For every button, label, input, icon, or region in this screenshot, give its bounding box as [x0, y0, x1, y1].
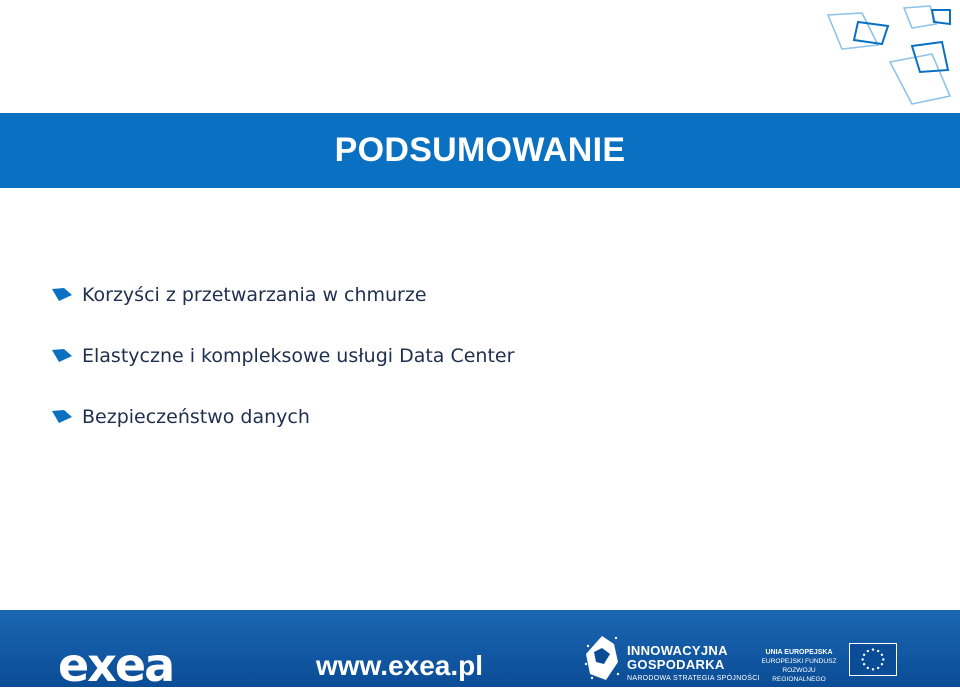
eu-fund-label: EUROPEJSKI FUNDUSZ [761, 658, 837, 665]
bullet-icon [52, 349, 72, 363]
bullet-list [52, 280, 514, 463]
exea-logo: exea [58, 638, 174, 692]
bullet-text: Korzyści z przetwarzania w chmurze [82, 284, 427, 306]
title-band [0, 113, 960, 188]
innowacyjna-gospodarka-logo-icon [584, 634, 620, 682]
bullet-item [52, 341, 514, 371]
eu-flag-icon [849, 643, 897, 676]
innowacyjna-gospodarka-text [627, 644, 760, 682]
bullet-text: Elastyczne i kompleksowe usługi Data Center [82, 345, 515, 367]
slide-title: PODSUMOWANIE [334, 131, 626, 169]
footer-bar [0, 610, 960, 692]
bullet-text: Bezpieczeństwo danych [82, 406, 310, 428]
decorative-squares [820, 0, 960, 110]
eu-regional-label: ROZWOJU REGIONALNEGO [772, 667, 826, 683]
bullet-icon [52, 288, 72, 302]
strategia-label: NARODOWA STRATEGIA SPÓJNOŚCI [627, 675, 760, 682]
website-url[interactable]: www.exea.pl [316, 650, 484, 681]
eu-union-label: UNIA EUROPEJSKA [765, 649, 833, 656]
bullet-item [52, 280, 514, 310]
eu-fund-text [756, 648, 842, 684]
innowacyjna-label: INNOWACYJNA [627, 643, 728, 658]
gospodarka-label: GOSPODARKA [627, 657, 725, 672]
bullet-icon [52, 410, 72, 424]
bullet-item [52, 402, 514, 432]
